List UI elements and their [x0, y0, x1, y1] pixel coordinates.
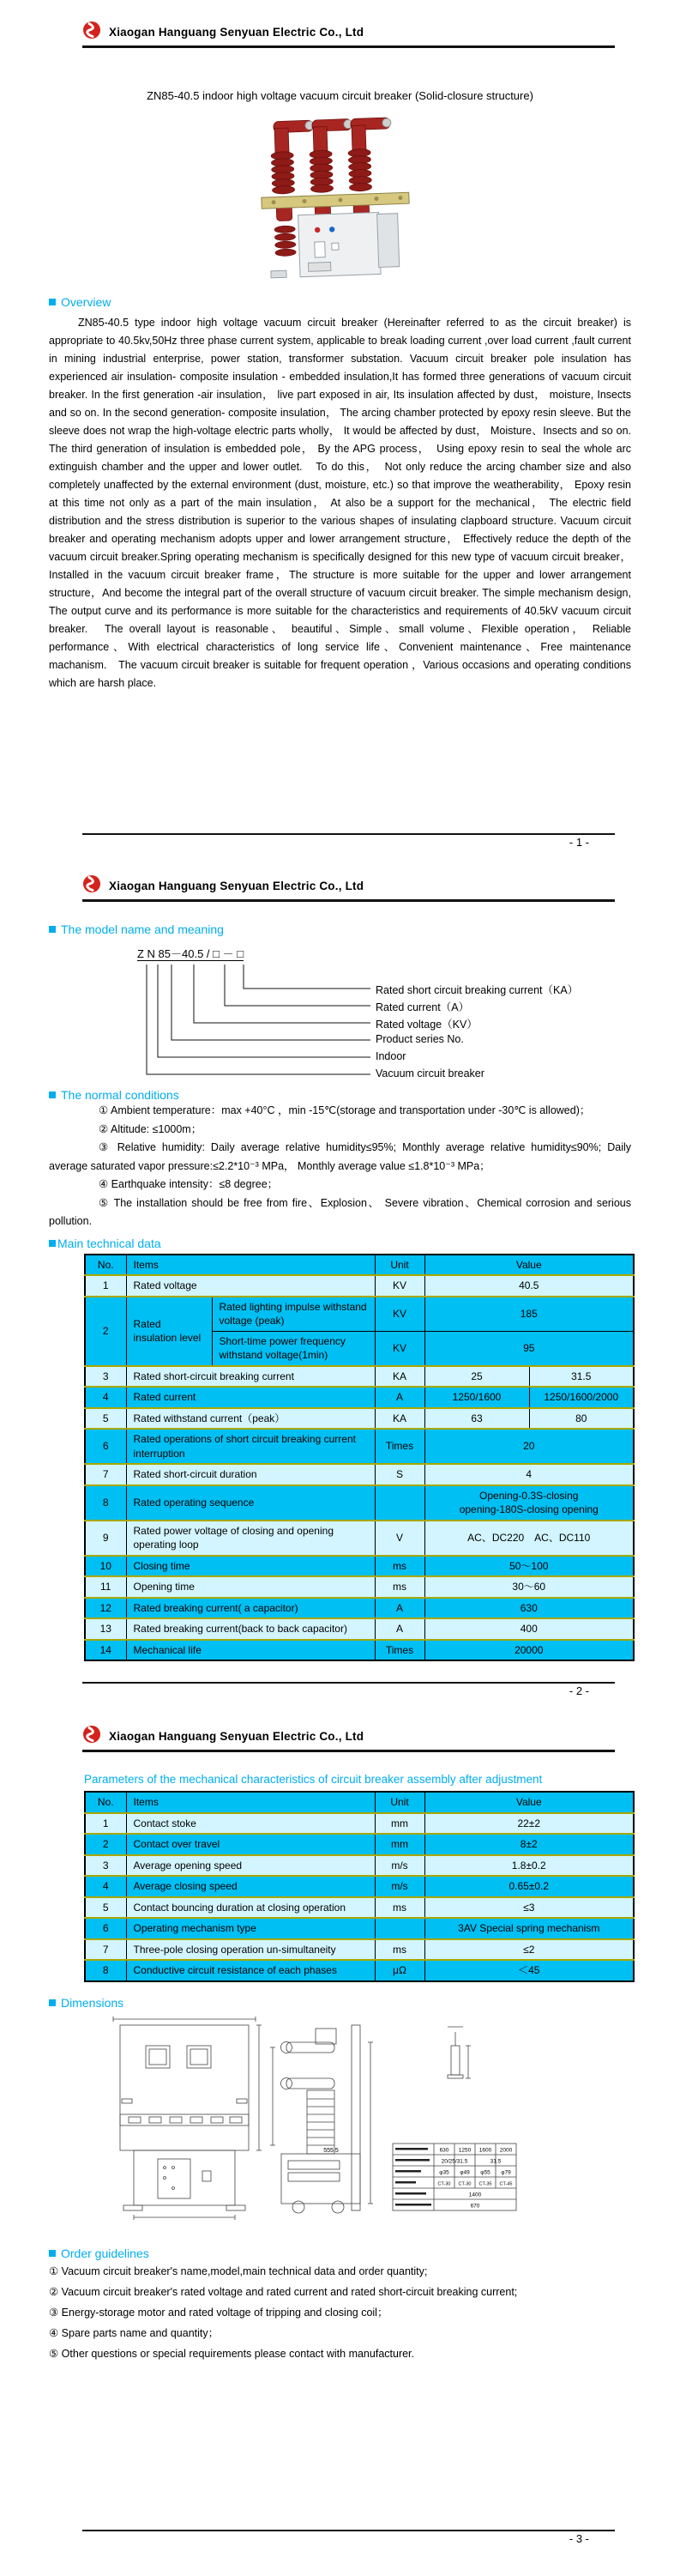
order-item: ④ Spare parts name and quantity；	[49, 2326, 220, 2339]
td-item: Rated short-circuit breaking current	[126, 1366, 375, 1388]
company-logo-icon	[82, 874, 101, 898]
td-item: Rated power voltage of closing and opening operating loop	[126, 1521, 375, 1556]
col-header-no: No.	[97, 1258, 114, 1271]
td-value: 1250/1600/2000	[529, 1387, 634, 1408]
order-item: ⑤ Other questions or special requirements please contact with manufacturer.	[49, 2347, 415, 2360]
table-row	[85, 1918, 634, 1939]
svg-text:φ35: φ35	[439, 2169, 449, 2175]
table-row	[85, 1834, 634, 1855]
svg-text:670: 670	[470, 2203, 480, 2209]
td-value: 4	[424, 1464, 634, 1485]
td-value: ≤2	[424, 1939, 634, 1961]
table-header-row	[85, 1792, 634, 1813]
td-item: Rated voltage	[126, 1275, 375, 1297]
page-header	[82, 1716, 615, 1752]
td-unit: KA	[375, 1366, 424, 1388]
td-value: 50～100	[424, 1556, 634, 1577]
td-unit: μΩ	[375, 1960, 424, 1981]
col-header-value: Value	[424, 1792, 634, 1813]
td-no: 3	[85, 1855, 126, 1877]
td-item: Rated lighting impulse withstand voltage (peak)	[212, 1297, 375, 1332]
td-unit: m/s	[375, 1876, 424, 1897]
td-item: Rated breaking current( a capacitor)	[126, 1598, 375, 1619]
section-bullet-icon	[49, 1240, 56, 1247]
dimensions-section-heading	[49, 1996, 680, 2010]
page-footer	[82, 2530, 615, 2545]
table-row	[85, 1297, 634, 1332]
model-label: Rated current（A）	[376, 1001, 470, 1013]
dimensions-drawing	[110, 2015, 521, 2229]
td-value: 8±2	[424, 1834, 634, 1855]
col-header-items: Items	[126, 1792, 375, 1813]
td-no: 11	[85, 1576, 126, 1598]
page-number: - 3 -	[569, 2532, 589, 2545]
condition-item: ① Ambient temperature：max +40°C ，min -15℃(storage and transportation under -30℃ is allowed)；	[99, 1104, 591, 1116]
svg-text:φ55: φ55	[480, 2169, 490, 2175]
svg-text:CT-30: CT-30	[437, 2181, 451, 2186]
header-row	[82, 21, 615, 48]
td-unit: m/s	[375, 1855, 424, 1877]
td-item: Closing time	[126, 1556, 375, 1577]
order-section-heading	[49, 2246, 680, 2260]
td-item: Rated current	[126, 1387, 375, 1408]
table-row	[85, 1876, 634, 1897]
td-value: 185	[424, 1297, 634, 1332]
page-number: - 1 -	[569, 836, 589, 849]
condition-item: ③ Relative humidity: Daily average relative humidity≤95%; Monthly average relative humidity≤90%; Daily average saturated vapor pressure:≤2.2*10⁻³ MPa， Monthly average value ≤1.8*10⁻³ MPa；	[49, 1141, 631, 1172]
table-row	[85, 1521, 634, 1556]
conditions-section-heading	[49, 1088, 680, 1102]
table-row	[85, 1618, 634, 1640]
td-value: 95	[424, 1331, 634, 1366]
td-value: 3AV Special spring mechanism	[424, 1918, 634, 1939]
dimension-label: 555.5	[323, 2147, 339, 2154]
condition-item: ② Altitude: ≤1000m；	[99, 1122, 202, 1135]
td-unit: KV	[375, 1275, 424, 1297]
table-row	[85, 1464, 634, 1485]
td-value: 25	[424, 1366, 529, 1388]
td-item: Short-time power frequency withstand voltage(1min)	[212, 1331, 375, 1366]
col-header-no: No.	[97, 1796, 114, 1808]
td-value: 80	[529, 1408, 634, 1430]
model-label: Indoor	[376, 1050, 406, 1062]
document-title: ZN85-40.5 indoor high voltage vacuum circuit breaker (Solid-closure structure)	[147, 89, 533, 102]
svg-text:2000: 2000	[499, 2147, 513, 2153]
condition-item: ⑤ The installation should be free from fire、Explosion、 Severe vibration、Chemical corrosion and serious pollution.	[49, 1196, 631, 1227]
table-row	[85, 1429, 634, 1464]
svg-text:1400: 1400	[468, 2192, 482, 2198]
td-value: 40.5	[424, 1275, 634, 1297]
td-no: 8	[85, 1485, 126, 1521]
td-no: 4	[85, 1876, 126, 1897]
td-item: Operating mechanism type	[126, 1918, 375, 1939]
model-heading-label: The model name and meaning	[61, 922, 224, 936]
td-no: 6	[85, 1918, 126, 1939]
td-value: ≤3	[424, 1897, 634, 1919]
td-no: 12	[85, 1598, 126, 1619]
td-item: Contact over travel	[126, 1834, 375, 1855]
td-value: 1250/1600	[424, 1387, 529, 1408]
operating-sequence-line1: Opening-0.3S-closing	[479, 1489, 579, 1502]
td-item: Mechanical life	[126, 1640, 375, 1661]
table-row	[85, 1366, 634, 1388]
td-unit: Times	[375, 1429, 424, 1464]
col-header-value: Value	[424, 1255, 634, 1276]
td-no: 5	[85, 1408, 126, 1430]
td-no: 7	[85, 1939, 126, 1961]
order-item: ③ Energy-storage motor and rated voltage of tripping and closing coil；	[49, 2306, 388, 2319]
page-2	[0, 862, 680, 1716]
td-item: Opening time	[126, 1576, 375, 1598]
overview-section-heading	[49, 295, 680, 309]
td-unit: A	[375, 1387, 424, 1408]
col-header-unit: Unit	[375, 1792, 424, 1813]
table-row	[85, 1485, 634, 1521]
dimensions-heading-label: Dimensions	[61, 1995, 124, 2010]
td-item: Rated breaking current(back to back capacitor)	[126, 1618, 375, 1640]
svg-text:1250: 1250	[458, 2147, 472, 2153]
td-no: 2	[85, 1834, 126, 1855]
section-bullet-icon	[49, 1999, 56, 2006]
table-row	[85, 1598, 634, 1619]
td-item: Contact stoke	[126, 1813, 375, 1835]
td-unit: KV	[375, 1331, 424, 1366]
td-value: 22±2	[424, 1813, 634, 1835]
model-label: Product series No.	[376, 1033, 464, 1045]
page-3	[0, 1716, 680, 2576]
section-bullet-icon	[49, 1091, 56, 1098]
td-value: 400	[424, 1618, 634, 1640]
section-bullet-icon	[49, 299, 56, 305]
td-item: Rated withstand current（peak）	[126, 1408, 375, 1430]
company-logo-icon	[82, 1725, 101, 1748]
td-unit: A	[375, 1618, 424, 1640]
td-no: 4	[85, 1387, 126, 1408]
td-no: 7	[85, 1464, 126, 1485]
model-diagram-lines	[142, 963, 376, 1083]
td-unit: Times	[375, 1640, 424, 1661]
svg-text:20/25/31.5: 20/25/31.5	[441, 2158, 468, 2164]
td-value: 63	[424, 1408, 529, 1430]
table-row	[85, 1960, 634, 1981]
td-item: Average opening speed	[126, 1855, 375, 1877]
td-item: Rated operations of short circuit breaking current interruption	[126, 1429, 375, 1464]
main-technical-data-table	[84, 1254, 635, 1662]
table-row	[85, 1813, 634, 1835]
table-row	[85, 1939, 634, 1961]
col-header-unit: Unit	[375, 1255, 424, 1276]
model-code: Z N 85－40.5 / □ － □	[137, 947, 244, 960]
table-row	[85, 1640, 634, 1661]
svg-text:630: 630	[439, 2147, 449, 2153]
td-no: 8	[85, 1960, 126, 1981]
td-unit: S	[375, 1464, 424, 1485]
page-footer	[82, 833, 615, 849]
overview-paragraph: ZN85-40.5 type indoor high voltage vacuum circuit breaker (Hereinafter referred to as the circuit breaker) is appropriate to 40.5kv,50Hz three phase current system, applicable to break loading current ,over load current ,fault current in mining industrial enterprise, power station, transformer substation. Vacuum circuit breaker pole insulation has experienced air insulation- composite insulation - embedded insulation,It has formed three generations of vacuum circuit breaker. In the first generation -air insulation， live part exposed in air, Its insulation affected by dust， moisture, Insects and so on. In the second generation- composite insulation， The arcing chamber protected by epoxy resin sleeve. But the sleeve does not wrap the high-voltage electric parts wholly， It would be affected by dust， Moisture、Insects and so on. The third generation of insulation is embedded pole， By the APG process， Using epoxy resin to seal the whole arc extinguish chamber and the upper and lower outlet. To do this， Not only reduce the arcing chamber size and also completely unaffected by the external environment (dust, moisture, etc.) so that improve the weatherability， Epoxy resin at this time not only as a part of the main insulation， At also be a support for the mechanical， The electric field distribution and the stress distribution is superior to the various shapes of insulating clapboard structure. Vacuum circuit breaker and operating mechanism adopts upper and lower arrangement structure， Effectively reduce the depth of the vacuum circuit breaker.Spring operating mechanism is specifically designed for this new type of vacuum circuit breaker， Installed in the vacuum circuit breaker frame，The structure is more suitable for the upper and lower arrangement structure，And become the integral part of the overall structure of vacuum circuit breaker. The simple mechanism design, The output curve and its performance is more suitable for the characteristics and requirements of 40.5kV vacuum circuit breaker. The overall layout is reasonable、 beautiful、Simple、small volume、Flexible operation， Reliable performance、With electrical characteristics of long service life、Convenient maintenance、Free maintenance machanism. The vacuum circuit breaker is suitable for frequent operation ，Various occasions and operating conditions which are harsh place.	[49, 317, 642, 689]
company-name: Xiaogan Hanguang Senyuan Electric Co., Ltd	[109, 26, 364, 39]
section-bullet-icon	[49, 926, 56, 933]
td-value: 20	[424, 1429, 634, 1464]
svg-text:CT-35: CT-35	[478, 2181, 492, 2186]
table-header-row	[85, 1255, 634, 1276]
col-header-items: Items	[126, 1255, 375, 1276]
svg-text:31.5: 31.5	[490, 2158, 502, 2164]
td-no: 2	[85, 1297, 126, 1366]
table-row	[85, 1576, 634, 1598]
product-photo	[248, 114, 433, 290]
td-value: 31.5	[529, 1366, 634, 1388]
main-data-section-heading	[49, 1237, 680, 1250]
td-unit	[375, 1485, 424, 1521]
svg-text:φ79: φ79	[501, 2169, 511, 2175]
td-value: ＜45	[424, 1960, 634, 1981]
page-number: - 2 -	[569, 1684, 589, 1697]
td-value: 30～60	[424, 1576, 634, 1598]
td-value: 20000	[424, 1640, 634, 1661]
td-unit: KV	[375, 1297, 424, 1332]
table-row	[85, 1897, 634, 1919]
td-unit: ms	[375, 1939, 424, 1961]
td-unit: KA	[375, 1408, 424, 1430]
td-no: 5	[85, 1897, 126, 1919]
main-data-heading-label: Main technical data	[57, 1236, 161, 1250]
model-diagram	[137, 963, 680, 1085]
table-row	[85, 1556, 634, 1577]
model-label: Rated short circuit breaking current（KA）	[376, 984, 579, 996]
svg-text:CT-45: CT-45	[499, 2181, 513, 2186]
svg-text:1600: 1600	[478, 2147, 492, 2153]
td-value	[424, 1485, 634, 1521]
td-value: 0.65±0.2	[424, 1876, 634, 1897]
td-unit: ms	[375, 1897, 424, 1919]
order-item: ② Vacuum circuit breaker's rated voltage and rated current and rated short-circuit breaking current;	[49, 2285, 518, 2298]
page-header	[82, 0, 615, 48]
td-no: 10	[85, 1556, 126, 1577]
page-header	[82, 862, 615, 902]
td-no: 9	[85, 1521, 126, 1556]
td-unit: mm	[375, 1834, 424, 1855]
company-logo-icon	[82, 21, 101, 44]
td-unit: V	[375, 1521, 424, 1556]
section-bullet-icon	[49, 2250, 56, 2257]
td-unit	[375, 1918, 424, 1939]
model-label: Rated voltage（KV）	[376, 1019, 478, 1031]
condition-item: ④ Earthquake intensity：≤8 degree；	[99, 1178, 279, 1190]
overview-heading-label: Overview	[61, 295, 111, 309]
td-no: 1	[85, 1813, 126, 1835]
td-unit: mm	[375, 1813, 424, 1835]
svg-text:CT-30: CT-30	[458, 2181, 472, 2186]
td-no: 6	[85, 1429, 126, 1464]
td-value: 630	[424, 1598, 634, 1619]
operating-sequence-line2: opening-180S-closing opening	[459, 1503, 599, 1515]
mechanical-characteristics-table	[84, 1791, 635, 1982]
header-row	[82, 874, 615, 902]
td-no: 13	[85, 1618, 126, 1640]
order-heading-label: Order guidelines	[61, 2246, 149, 2260]
td-item: Rated operating sequence	[126, 1485, 375, 1521]
order-item: ① Vacuum circuit breaker's name,model,main technical data and order quantity;	[49, 2265, 428, 2277]
td-item: Contact bouncing duration at closing operation	[126, 1897, 375, 1919]
td-item: Three-pole closing operation un-simultaneity	[126, 1939, 375, 1961]
conditions-heading-label: The normal conditions	[61, 1088, 179, 1102]
td-item: Conductive circuit resistance of each phases	[126, 1960, 375, 1981]
page-footer	[82, 1682, 615, 1697]
model-section-heading	[49, 922, 680, 936]
td-group: Rated insulation level	[126, 1297, 212, 1366]
td-no: 3	[85, 1366, 126, 1388]
table-row	[85, 1275, 634, 1297]
table-row	[85, 1855, 634, 1877]
td-value: AC、DC220 AC、DC110	[424, 1521, 634, 1556]
td-no: 14	[85, 1640, 126, 1661]
td-no: 1	[85, 1275, 126, 1297]
td-value: 1.8±0.2	[424, 1855, 634, 1877]
td-item: Average closing speed	[126, 1876, 375, 1897]
model-label: Vacuum circuit breaker	[376, 1067, 484, 1079]
company-name: Xiaogan Hanguang Senyuan Electric Co., Ltd	[109, 1730, 364, 1743]
page-1	[0, 0, 680, 862]
td-unit: ms	[375, 1556, 424, 1577]
table-row	[85, 1387, 634, 1408]
svg-text:φ49: φ49	[460, 2169, 470, 2175]
mechanical-table-title: Parameters of the mechanical characteristics of circuit breaker assembly after adjustment	[84, 1773, 543, 1786]
td-unit: A	[375, 1598, 424, 1619]
td-unit: ms	[375, 1576, 424, 1598]
header-row	[82, 1725, 615, 1752]
td-item: Rated short-circuit duration	[126, 1464, 375, 1485]
company-name: Xiaogan Hanguang Senyuan Electric Co., Ltd	[109, 880, 364, 892]
table-row	[85, 1408, 634, 1430]
